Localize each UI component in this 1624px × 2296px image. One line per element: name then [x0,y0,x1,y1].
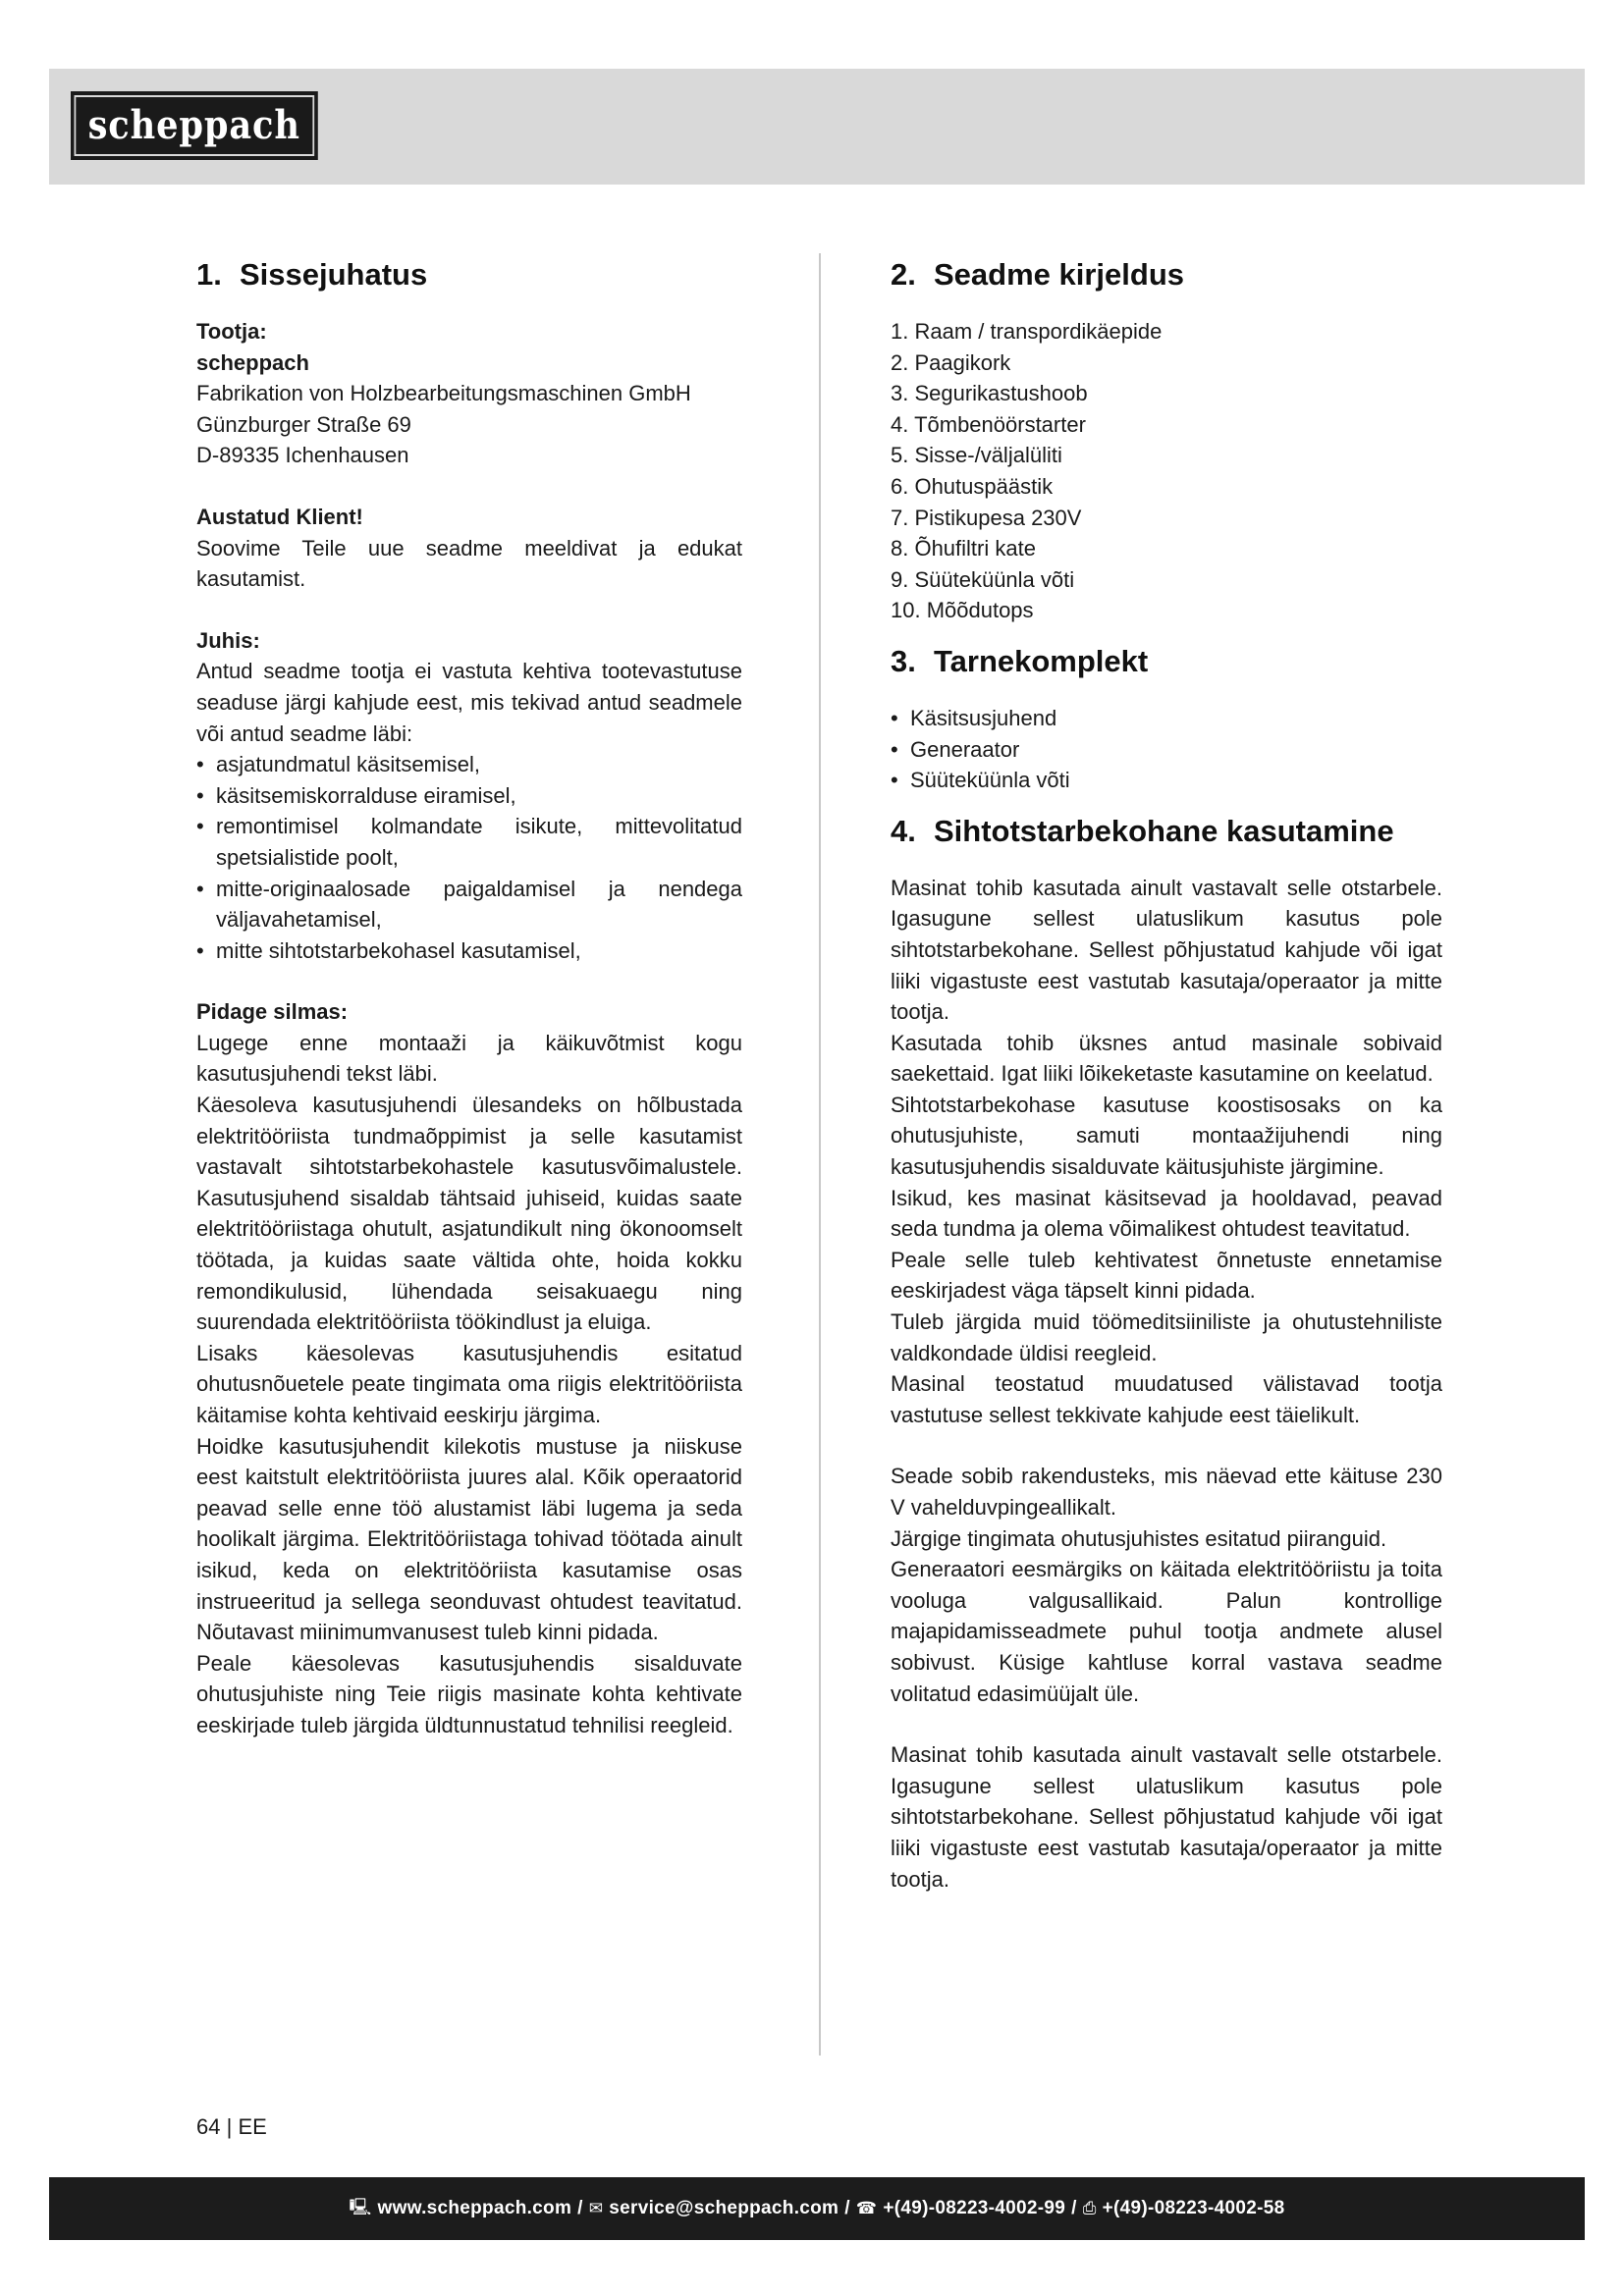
footer-bar: 🖳 www.scheppach.com / ✉ service@scheppach.com / ☎ +(49)-08223-4002-99 / ⎙ +(49)-08223-4002-58 [49,2177,1585,2240]
note-text: Antud seadme tootja ei vastuta kehtiva tootevastutuse seaduse järgi kahjude eest, mis tekivad antud seadmele või antud seadme läbi: [196,659,742,746]
fax-icon: ⎙ [1082,2199,1097,2217]
note-label: Juhis: [196,627,260,653]
device-parts-list [891,316,1442,626]
list-item: • mitte sihtotstarbekohasel kasutamisel, [196,935,742,967]
footer-website[interactable]: www.scheppach.com [377,2198,572,2218]
list-item: 10. Mõõdutops [891,598,1034,623]
right-column [891,253,1442,1895]
note-list [196,749,742,966]
delivery-list [891,703,1442,796]
list-item: 7. Pistikupesa 230V [891,505,1082,530]
attention-paragraph: Lisaks käesolevas kasutusjuhendis esitatud ohutusnõuetele peate tingimata oma riigis elektritööriista käitamise kohta kehtivaid eeskirju järgima. [196,1340,742,1427]
usage-paragraph: Peale selle tuleb kehtivatest õnnetuste ennetamise eeskirjadest väga täpselt kinni pidada. [891,1247,1442,1304]
usage-paragraph: Tuleb järgida muid töömeditsiiniliste ja ohutustehniliste valdkondade üldisi reegleid. [891,1309,1442,1365]
list-item: • Süüteküünla võti [891,765,1442,796]
footer-email[interactable]: service@scheppach.com [609,2198,839,2218]
phone-icon: ☎ [855,2199,878,2217]
attention-paragraph: Lugege enne montaaži ja käikuvõtmist kogu kasutusjuhendi tekst läbi. [196,1030,742,1087]
column-divider [819,253,821,2056]
list-item: • asjatundmatul käsitsemisel, [196,749,742,780]
monitor-icon: 🖳 [349,2197,372,2216]
list-item: • Käsitsusjuhend [891,703,1442,734]
list-item: • Generaator [891,734,1442,766]
manufacturer-line: Günzburger Straße 69 [196,411,411,437]
attention-paragraph: Hoidke kasutusjuhendit kilekotis mustuse ja niiskuse eest kaitstult elektritööriista juures alal. Kõik operaatorid peavad selle enne töö alustamist läbi lugema ja seda hoolikalt järgima. Elektritööriistaga tohivad töötada ainult isikud, keda on elektritööriista kasutamise osas instrueeritud ja sellega seonduvast ohtudest teavitatud. Nõutavast miinimumvanusest tuleb kinni pidada. [196,1433,742,1645]
attention-paragraph: Peale käesolevas kasutusjuhendis sisalduvate ohutusjuhiste ning Teie riigis masinate kohta kehtivate eeskirjade tuleb järgida üldtunnustatud tehnilisi reegleid. [196,1650,742,1737]
section-4-title: 4. Sihtotstarbekohane kasutamine [891,813,1394,848]
list-item: • mitte-originaalosade paigaldamisel ja nendega väljavahetamisel, [196,874,742,935]
attention-label: Pidage silmas: [196,999,349,1025]
list-item: 9. Süüteküünla võti [891,566,1075,592]
list-item: • käsitsemiskorralduse eiramisel, [196,780,742,812]
section-1-title: 1. Sissejuhatus [196,257,428,292]
list-item: 2. Paagikork [891,349,1011,375]
usage-paragraph: Kasutada tohib üksnes antud masinale sobivaid saekettaid. Igat liiki lõikeketaste kasutamine on keelatud. [891,1030,1442,1087]
left-column [196,253,742,1741]
scheppach-logo: scheppach [71,91,317,160]
list-item: 5. Sisse-/väljalüliti [891,443,1062,468]
usage-paragraph: Generaatori eesmärgiks on käitada elektritööriistu ja toita vooluga valgusallikaid. Palun kontrollige majapidamisseadmete puhul tootja andmete alusel sobivust. Küsige kahtluse korral vastava seadme volitatud edasimüüjalt üle. [891,1557,1442,1706]
footer-fax: +(49)-08223-4002-58 [1102,2198,1285,2218]
footer-phone: +(49)-08223-4002-99 [883,2198,1066,2218]
usage-paragraph: Sihtotstarbekohase kasutuse koostisosaks on ka ohutusjuhiste, samuti montaažijuhendi ning kasutusjuhendis sisalduvate käitusjuhiste järgimine. [891,1092,1442,1180]
usage-paragraph: Isikud, kes masinat käsitsevad ja hooldavad, peavad seda tundma ja olema võimalikest ohtudest teavitatud. [891,1185,1442,1242]
manufacturer-line: D-89335 Ichenhausen [196,443,409,468]
list-item: • remontimisel kolmandate isikute, mittevolitatud spetsialistide poolt, [196,811,742,873]
dear-customer-label: Austatud Klient! [196,504,363,529]
usage-paragraph: Järgige tingimata ohutusjuhistes esitatud piiranguid. [891,1525,1387,1551]
list-item: 3. Segurikastushoob [891,381,1088,406]
section-3-title: 3. Tarnekomplekt [891,643,1149,678]
usage-paragraph: Seade sobib rakendusteks, mis näevad ette käituse 230 V vahelduvpingeallikalt. [891,1464,1442,1520]
list-item: 4. Tõmbenöörstarter [891,411,1086,437]
manufacturer-name: scheppach [196,349,309,375]
dear-customer-text: Soovime Teile uue seadme meeldivat ja edukat kasutamist. [196,535,742,592]
usage-paragraph: Masinat tohib kasutada ainult vastavalt selle otstarbele. Igasugune sellest ulatuslikum kasutus pole sihtotstarbekohane. Sellest põhjustatud kahjude või igat liiki vigastuste eest vastutab kasutaja/operaator ja mitte tootja. [891,875,1442,1025]
manufacturer-label: Tootja: [196,319,267,344]
attention-paragraph: Käesoleva kasutusjuhendi ülesandeks on hõlbustada elektritööriista tundmaõppimist ja selle kasutamist vastavalt sihtotstarbekohastele kasutusvõimalustele. Kasutusjuhend sisaldab tähtsaid juhiseid, kuidas saate elektritööriistaga ohutult, asjatundikult ning ökonoomselt töötada, ja kuidas saate vältida ohte, hoida kokku remondikulusid, lühendada seisakuaegu ning suurendada elektritööriista töökindlust ja eluiga. [196,1093,742,1335]
list-item: 8. Õhufiltri kate [891,536,1036,561]
list-item: 1. Raam / transpordikäepide [891,319,1163,344]
usage-paragraph: Masinat tohib kasutada ainult vastavalt selle otstarbele. Igasugune sellest ulatuslikum kasutus pole sihtotstarbekohane. Sellest põhjustatud kahjude või igat liiki vigastuste eest vastutab kasutaja/operaator ja mitte tootja. [891,1742,1442,1892]
list-item: 6. Ohutuspäästik [891,473,1054,499]
mail-icon: ✉ [588,2199,604,2217]
manufacturer-line: Fabrikation von Holzbearbeitungsmaschinen GmbH [196,381,691,406]
page-number: 64 | EE [196,2114,267,2139]
section-2-title: 2. Seadme kirjeldus [891,257,1185,292]
usage-paragraph: Masinal teostatud muudatused välistavad tootja vastutuse sellest tekkivate kahjude eest täielikult. [891,1371,1442,1427]
header-bar [49,69,1585,185]
